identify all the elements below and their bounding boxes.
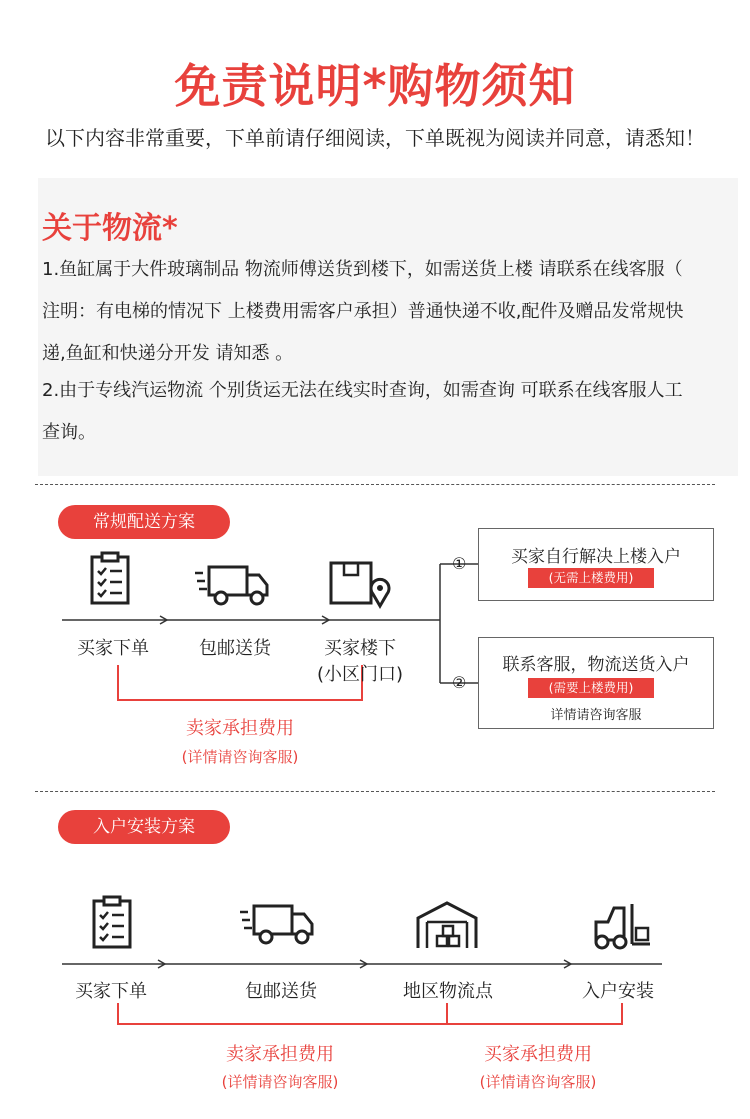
option-1-badge: (无需上楼费用) (528, 568, 654, 588)
page-title: 免责说明*购物须知 (174, 59, 576, 113)
option-2-badge: (需要上楼费用) (528, 678, 654, 698)
logistics-line-1: 1.鱼缸属于大件玻璃制品 物流师傅送货到楼下，如需送货上楼 请联系在线客服（ (42, 259, 683, 280)
plan1-cost-note: (详情请咨询客服) (181, 748, 299, 766)
option-1-title: 买家自行解决上楼入户 (511, 547, 681, 567)
option-1-number: ① (452, 554, 467, 573)
plan2-cost-seller-note: (详情请咨询客服) (221, 1073, 339, 1091)
plan2-label-badge: 入户安装方案 (58, 810, 230, 844)
plan1-step-order: 买家下单 (77, 638, 149, 659)
notice-text: 以下内容非常重要，下单前请仔细阅读，下单既视为阅读并同意，请悉知！ (45, 126, 705, 150)
logistics-line-3: 递,鱼缸和快递分开发 请知悉 。 (42, 343, 294, 364)
option-2-number: ② (452, 673, 467, 692)
plan2-step-shipping: 包邮送货 (245, 981, 317, 1002)
plan2-cost-seller: 卖家承担费用 (226, 1044, 334, 1065)
option-2-sub: 详情请咨询客服 (550, 708, 642, 723)
plan2-cost-buyer: 买家承担费用 (484, 1044, 592, 1065)
plan1-cost: 卖家承担费用 (186, 718, 294, 739)
plan2-step-depot: 地区物流点 (403, 981, 493, 1002)
plan2-cost-buyer-note: (详情请咨询客服) (479, 1073, 597, 1091)
logistics-title: 关于物流* (42, 211, 178, 246)
plan1-step-gate: (小区门口) (316, 664, 404, 685)
plan1-label-badge: 常规配送方案 (58, 505, 230, 539)
plan2-step-install: 入户安装 (582, 981, 654, 1002)
plan1-step-downstairs: 买家楼下 (324, 638, 396, 659)
logistics-line-4: 2.由于专线汽运物流 个别货运无法在线实时查询，如需查询 可联系在线客服人工 (42, 380, 683, 401)
plan1-step-shipping: 包邮送货 (199, 638, 271, 659)
option-2-title: 联系客服，物流送货入户 (502, 655, 690, 675)
logistics-line-5: 查询。 (42, 422, 96, 443)
plan2-step-order: 买家下单 (75, 981, 147, 1002)
logistics-line-2: 注明：有电梯的情况下 上楼费用需客户承担）普通快递不收,配件及赠品发常规快 (42, 301, 684, 322)
